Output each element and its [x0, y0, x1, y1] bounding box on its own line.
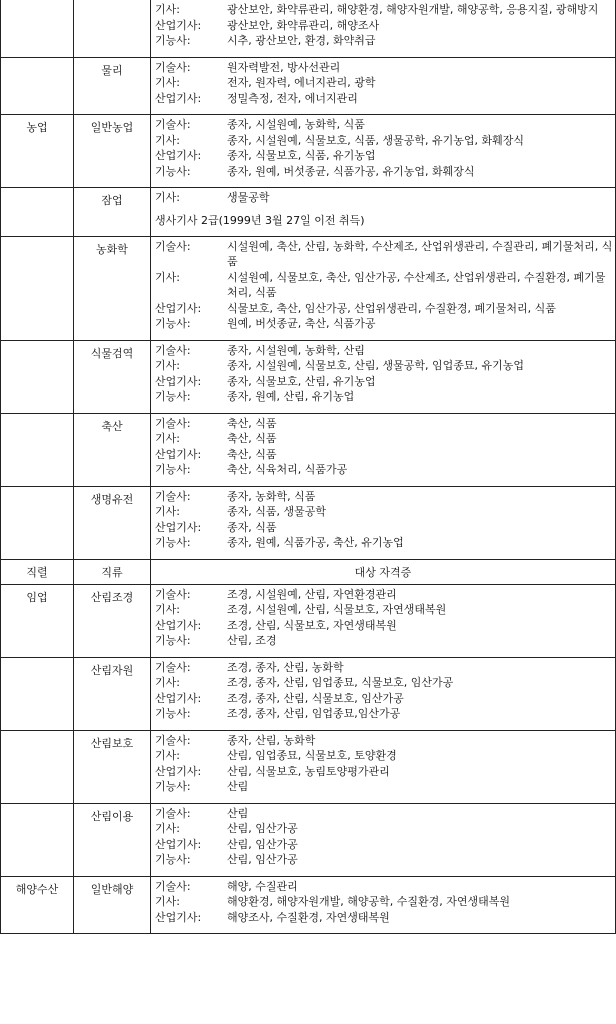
qual-list: 축산, 식품	[227, 416, 277, 430]
qual-line	[155, 910, 613, 926]
qual-level: 산업기사:	[155, 618, 202, 632]
qual-level: 기능사:	[155, 164, 191, 178]
qual-level: 산업기사:	[155, 18, 202, 32]
qual-line	[155, 821, 613, 837]
table-row	[1, 57, 616, 115]
qual-line	[155, 374, 613, 390]
qual-level: 기사:	[155, 895, 180, 908]
qual-list: 종자, 시설원예, 식물보호, 산림, 생물공학, 임업종묘, 유기농업	[227, 359, 524, 372]
qual-level: 산업기사:	[155, 301, 202, 315]
qual-level: 기능사:	[155, 34, 191, 47]
quals-cell	[151, 657, 616, 730]
qual-list: 시설원예, 축산, 산림, 농화학, 수산제조, 산업위생관리, 수질관리, 폐기물처리, 식품	[227, 239, 613, 268]
qual-list: 식물보호, 축산, 임산가공, 산업위생관리, 수질환경, 폐기물처리, 식품	[227, 301, 556, 315]
series-cell: 일반농업	[74, 115, 151, 188]
quals-cell	[151, 876, 616, 934]
field-cell: 농업	[1, 115, 74, 188]
qual-line	[155, 462, 613, 478]
qual-list: 전자, 원자력, 에너지관리, 광학	[227, 76, 376, 89]
qual-list: 산림, 임산가공	[227, 853, 298, 866]
qual-line	[155, 633, 613, 649]
field-cell	[1, 413, 74, 486]
table-row	[1, 803, 616, 876]
qual-level: 기술사:	[155, 660, 191, 674]
qual-list: 종자, 원예, 버섯종균, 식품가공, 유기농업, 화훼장식	[227, 164, 475, 178]
qual-level: 산업기사:	[155, 149, 202, 162]
qual-list: 산림	[227, 780, 249, 793]
qual-list: 종자, 원예, 산림, 유기농업	[227, 390, 355, 403]
qual-note: 생사기사 2급(1999년 3월 27일 이전 취득)	[155, 213, 365, 227]
table-row	[1, 115, 616, 188]
qual-line	[155, 806, 613, 822]
qual-list: 원자력발전, 방사선관리	[227, 60, 341, 74]
qual-level: 기술사:	[155, 239, 191, 253]
qual-list: 조경, 산림, 식물보호, 자연생태복원	[227, 618, 397, 632]
qual-line	[155, 18, 613, 34]
qual-level: 기사:	[155, 822, 180, 835]
series-cell: 잠업	[74, 188, 151, 237]
qual-list: 종자, 산림, 농화학	[227, 733, 316, 747]
qual-line	[155, 618, 613, 634]
qual-list: 축산, 식품	[227, 432, 277, 445]
qual-level: 기능사:	[155, 707, 191, 720]
series-cell: 산림자원	[74, 657, 151, 730]
qual-level: 산업기사:	[155, 691, 202, 705]
qual-level: 기사:	[155, 270, 180, 284]
qual-line	[155, 764, 613, 780]
table-row	[1, 340, 616, 413]
series-cell	[74, 0, 151, 57]
qual-list: 산림, 임산가공	[227, 822, 298, 835]
qual-level: 산업기사:	[155, 520, 202, 534]
table-body-top	[1, 0, 616, 559]
field-cell	[1, 803, 74, 876]
series-cell: 산림이용	[74, 803, 151, 876]
table-row	[1, 657, 616, 730]
qual-line	[155, 587, 613, 603]
qual-line	[155, 520, 613, 536]
qual-list: 종자, 원예, 식품가공, 축산, 유기농업	[227, 536, 404, 549]
qual-line	[155, 33, 613, 49]
quals-cell	[151, 486, 616, 559]
quals-cell	[151, 340, 616, 413]
qual-level: 기사:	[155, 505, 180, 518]
qual-level: 기술사:	[155, 118, 191, 131]
quals-cell	[151, 803, 616, 876]
field-cell	[1, 0, 74, 57]
qual-list: 조경, 종자, 산림, 농화학	[227, 660, 344, 674]
qual-line	[155, 602, 613, 618]
qual-line	[155, 733, 613, 749]
qual-list: 시설원예, 식물보호, 축산, 임산가공, 수산제조, 산업위생관리, 수질환경, 폐기물처리, 식품	[227, 270, 606, 299]
qual-level: 기사:	[155, 603, 180, 616]
qual-line	[155, 416, 613, 432]
qual-level: 기사:	[155, 676, 180, 689]
qual-list: 축산, 식육처리, 식품가공	[227, 463, 348, 476]
series-cell: 생명유전	[74, 486, 151, 559]
field-cell: 해양수산	[1, 876, 74, 934]
qual-list: 종자, 식물보호, 산림, 유기농업	[227, 374, 376, 388]
qual-list: 원예, 버섯종균, 축산, 식품가공	[227, 317, 376, 330]
qual-line	[155, 2, 613, 18]
qual-list: 조경, 종자, 산림, 임업종묘,임산가공	[227, 707, 401, 720]
qual-line	[155, 75, 613, 91]
header-quals: 대상 자격증	[151, 559, 616, 584]
qual-line	[155, 706, 613, 722]
table-row	[1, 188, 616, 237]
qual-list: 축산, 식품	[227, 447, 277, 461]
header-row	[1, 559, 616, 584]
qual-list: 종자, 시설원예, 농화학, 식품	[227, 118, 365, 131]
qual-level: 기사:	[155, 3, 180, 16]
qual-level: 기술사:	[155, 733, 191, 747]
qual-line	[155, 675, 613, 691]
qual-list: 종자, 시설원예, 농화학, 산림	[227, 343, 365, 357]
qual-list: 산림	[227, 806, 249, 820]
qual-level: 산업기사:	[155, 91, 202, 105]
qual-list: 정밀측정, 전자, 에너지관리	[227, 91, 358, 105]
series-cell: 일반해양	[74, 876, 151, 934]
quals-cell	[151, 0, 616, 57]
qual-line	[155, 164, 613, 180]
table-row	[1, 876, 616, 934]
qual-line	[155, 190, 613, 206]
qual-level: 기사:	[155, 359, 180, 372]
qual-line	[155, 358, 613, 374]
qual-line	[155, 270, 613, 301]
qual-line	[155, 343, 613, 359]
table-row	[1, 236, 616, 340]
qual-list: 조경, 종자, 산림, 식물보호, 임산가공	[227, 691, 404, 705]
field-cell	[1, 730, 74, 803]
qual-line	[155, 239, 613, 270]
qual-level: 산업기사:	[155, 374, 202, 388]
table-row	[1, 584, 616, 657]
qual-line	[155, 60, 613, 76]
table-header	[1, 559, 616, 584]
quals-cell	[151, 236, 616, 340]
field-cell	[1, 486, 74, 559]
series-cell: 물리	[74, 57, 151, 115]
qual-level: 기능사:	[155, 634, 191, 647]
quals-cell	[151, 57, 616, 115]
series-cell: 농화학	[74, 236, 151, 340]
qual-list: 해양, 수질관리	[227, 879, 298, 893]
qual-level: 산업기사:	[155, 837, 202, 851]
qual-list: 산림, 임업종묘, 식물보호, 토양환경	[227, 749, 397, 762]
qual-level: 기능사:	[155, 780, 191, 793]
qual-level: 기능사:	[155, 317, 191, 330]
qual-level: 기사:	[155, 191, 180, 204]
qual-list: 종자, 농화학, 식품	[227, 489, 316, 503]
qual-level: 기사:	[155, 749, 180, 762]
qual-line	[155, 316, 613, 332]
field-cell	[1, 340, 74, 413]
qual-line	[155, 301, 613, 317]
qual-list: 종자, 식물보호, 식품, 유기농업	[227, 149, 376, 162]
qual-list: 산림, 식물보호, 농림토양평가관리	[227, 764, 390, 778]
qual-list: 종자, 시설원예, 식물보호, 식품, 생물공학, 유기농업, 화훼장식	[227, 133, 524, 147]
field-cell	[1, 188, 74, 237]
series-cell: 산림보호	[74, 730, 151, 803]
qual-level: 산업기사:	[155, 447, 202, 461]
qual-list: 조경, 시설원예, 산림, 식물보호, 자연생태복원	[227, 603, 447, 616]
qual-list: 종자, 식품	[227, 520, 277, 534]
qual-line	[155, 879, 613, 895]
qual-level: 기사:	[155, 133, 180, 147]
qual-level: 기술사:	[155, 806, 191, 820]
qual-list: 광산보안, 화약류관리, 해양조사	[227, 18, 380, 32]
quals-cell	[151, 730, 616, 803]
table-row	[1, 0, 616, 57]
qual-level: 기사:	[155, 76, 180, 89]
qual-line	[155, 148, 613, 164]
qual-level: 기술사:	[155, 879, 191, 893]
qual-level: 기능사:	[155, 853, 191, 866]
qual-line	[155, 779, 613, 795]
qual-level: 산업기사:	[155, 910, 202, 924]
table-row	[1, 413, 616, 486]
qual-line	[155, 852, 613, 868]
quals-cell	[151, 413, 616, 486]
qual-line	[155, 117, 613, 133]
qual-list: 해양조사, 수질환경, 자연생태복원	[227, 910, 390, 924]
qual-line	[155, 748, 613, 764]
qual-level: 기술사:	[155, 416, 191, 430]
series-cell: 식물검역	[74, 340, 151, 413]
qual-line	[155, 894, 613, 910]
qual-list: 조경, 종자, 산림, 임업종묘, 식물보호, 임산가공	[227, 676, 454, 689]
qual-line	[155, 91, 613, 107]
qual-line	[155, 660, 613, 676]
qual-level: 산업기사:	[155, 764, 202, 778]
qual-line	[155, 133, 613, 149]
qual-list: 해양환경, 해양자원개발, 해양공학, 수질환경, 자연생태복원	[227, 895, 510, 908]
qual-line	[155, 389, 613, 405]
table-body-bottom	[1, 584, 616, 934]
qual-level: 기능사:	[155, 390, 191, 403]
qual-line	[155, 447, 613, 463]
qual-level: 기술사:	[155, 60, 191, 74]
series-cell: 산림조경	[74, 584, 151, 657]
table-row	[1, 486, 616, 559]
field-cell	[1, 57, 74, 115]
qual-level: 기능사:	[155, 463, 191, 476]
qual-list: 광산보안, 화약류관리, 해양환경, 해양자원개발, 해양공학, 응용지질, 광해방지	[227, 3, 599, 16]
quals-cell	[151, 584, 616, 657]
table-row	[1, 730, 616, 803]
quals-cell	[151, 115, 616, 188]
qual-list: 산림, 조경	[227, 634, 277, 647]
qual-line	[155, 837, 613, 853]
series-cell: 축산	[74, 413, 151, 486]
field-cell	[1, 236, 74, 340]
qual-line	[155, 535, 613, 551]
qual-list: 산림, 임산가공	[227, 837, 298, 851]
qual-line	[155, 431, 613, 447]
qual-level: 기능사:	[155, 536, 191, 549]
qual-line	[155, 504, 613, 520]
qual-list: 종자, 식품, 생물공학	[227, 505, 326, 518]
field-cell	[1, 657, 74, 730]
qual-line	[155, 489, 613, 505]
qual-line	[155, 691, 613, 707]
header-field: 직렬	[1, 559, 74, 584]
qual-list: 시추, 광산보안, 환경, 화약취급	[227, 34, 376, 47]
field-cell: 임업	[1, 584, 74, 657]
qual-level: 기술사:	[155, 343, 191, 357]
quals-cell	[151, 188, 616, 237]
qual-level: 기술사:	[155, 587, 191, 601]
header-series: 직류	[74, 559, 151, 584]
qual-level: 기술사:	[155, 489, 191, 503]
qual-level: 기사:	[155, 432, 180, 445]
qual-list: 조경, 시설원예, 산림, 자연환경관리	[227, 587, 397, 601]
qual-list: 생물공학	[227, 191, 270, 204]
